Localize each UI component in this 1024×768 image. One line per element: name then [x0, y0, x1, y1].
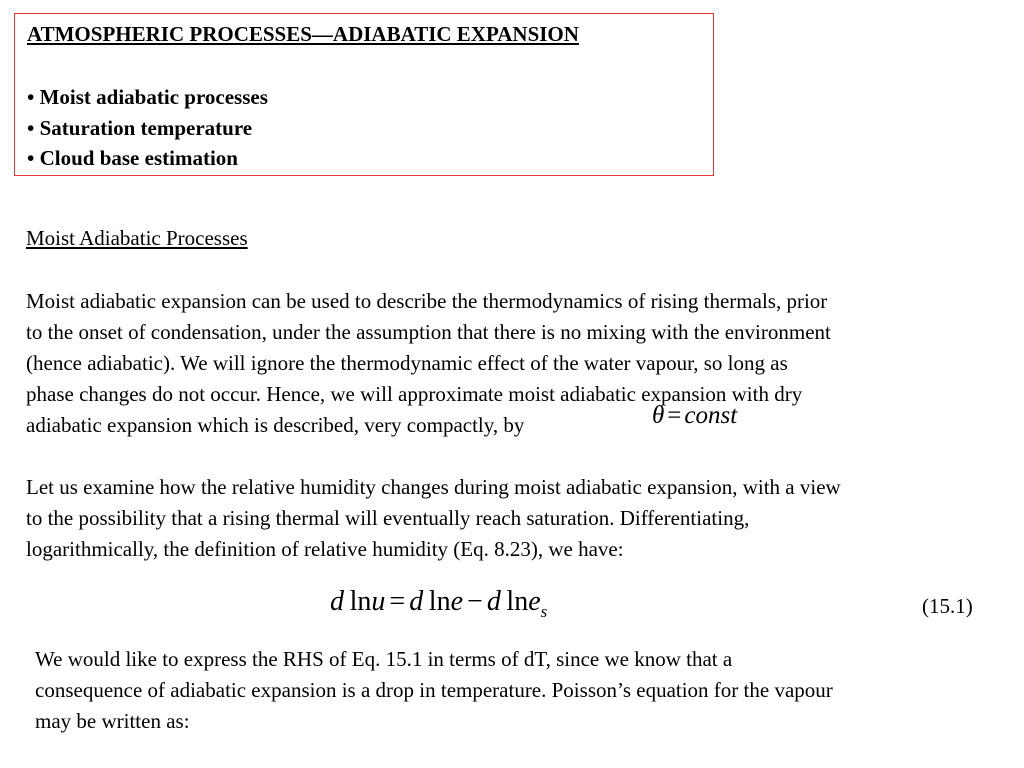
eq-e: e — [450, 586, 464, 617]
eq-d: d — [409, 586, 424, 617]
paragraph-line: (hence adiabatic). We will ignore the thermodynamic effect of the water vapour, so long as — [26, 351, 788, 375]
paragraph-line: to the onset of condensation, under the assumption that there is no mixing with the environment — [26, 320, 831, 344]
paragraph-line: We would like to express the RHS of Eq. 15.1 in terms of dT, since we know that a — [35, 647, 733, 671]
paragraph-line: Moist adiabatic expansion can be used to describe the thermodynamics of rising thermals, prior — [26, 289, 828, 313]
eq-equals: = — [389, 586, 406, 617]
topic-item-saturation-temperature: • Saturation temperature — [27, 115, 253, 140]
paragraph-line: may be written as: — [35, 709, 190, 733]
section-heading: Moist Adiabatic Processes — [26, 226, 248, 250]
paragraph-line: to the possibility that a rising thermal will eventually reach saturation. Differentiating, — [26, 506, 750, 530]
eq-ln: ln — [428, 586, 451, 617]
paragraph-line: consequence of adiabatic expansion is a drop in temperature. Poisson’s equation for the vapour — [35, 678, 833, 702]
eq-minus: − — [467, 586, 483, 617]
paragraph-line: Let us examine how the relative humidity changes during moist adiabatic expansion, with a view — [26, 475, 841, 499]
eq-d: d — [330, 586, 344, 617]
equation-15-1 — [330, 586, 547, 622]
paragraph-line: phase changes do not occur. Hence, we will approximate moist adiabatic expansion with dry — [26, 382, 803, 406]
equals-sign: = — [667, 402, 682, 429]
equation-number: (15.1) — [922, 594, 973, 618]
topic-item-moist-adiabatic: • Moist adiabatic processes — [27, 85, 268, 109]
topic-item-cloud-base: • Cloud base estimation — [27, 146, 238, 170]
paragraph-relative-humidity — [26, 472, 841, 565]
const-term: const — [684, 402, 738, 429]
eq-ln: ln — [506, 586, 529, 617]
paragraph-line: adiabatic expansion which is described, very compactly, by — [26, 413, 525, 437]
paragraph-poisson — [35, 644, 833, 737]
slide-title: ATMOSPHERIC PROCESSES—ADIABATIC EXPANSION — [27, 22, 579, 46]
eq-e-s: e — [528, 586, 541, 617]
topic-list — [27, 82, 268, 174]
eq-subscript-s: s — [540, 602, 548, 621]
theta-symbol: θ — [652, 402, 665, 429]
eq-ln: ln — [349, 586, 372, 617]
eq-d: d — [486, 586, 501, 617]
theta-const-equation — [652, 402, 737, 430]
paragraph-line: logarithmically, the definition of relative humidity (Eq. 8.23), we have: — [26, 537, 624, 561]
eq-u: u — [371, 586, 386, 617]
